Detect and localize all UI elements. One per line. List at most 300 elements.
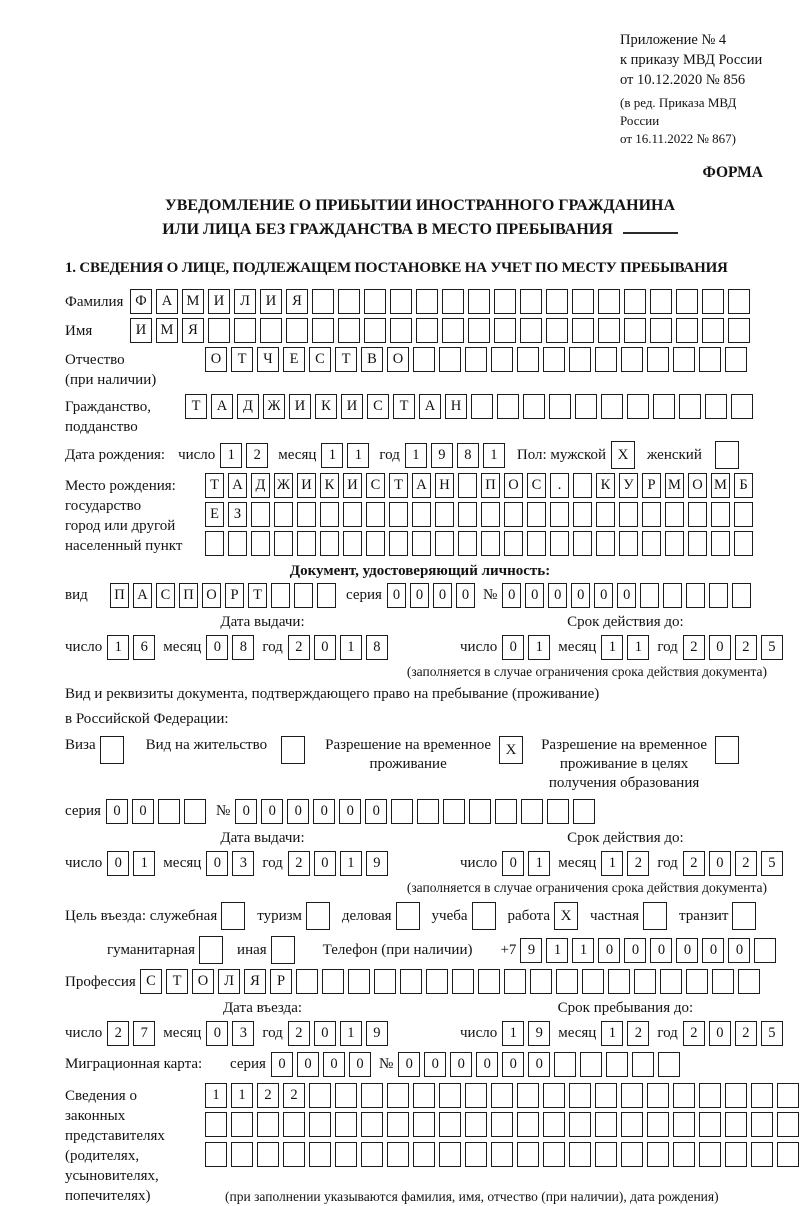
char-cell[interactable] bbox=[387, 1112, 409, 1137]
char-cell[interactable] bbox=[686, 583, 705, 608]
char-cell[interactable]: З bbox=[228, 502, 247, 527]
char-cell[interactable] bbox=[777, 1142, 799, 1167]
char-cell[interactable] bbox=[348, 969, 370, 994]
char-cell[interactable]: И bbox=[260, 289, 282, 314]
char-cell[interactable]: Е bbox=[205, 502, 224, 527]
char-cell[interactable] bbox=[546, 289, 568, 314]
char-cell[interactable] bbox=[650, 289, 672, 314]
char-cell[interactable]: И bbox=[208, 289, 230, 314]
char-cell[interactable]: 2 bbox=[107, 1021, 129, 1046]
char-cell[interactable] bbox=[521, 799, 543, 824]
checkbox-purpose-tourism[interactable] bbox=[306, 902, 330, 930]
char-cell[interactable]: В bbox=[361, 347, 383, 372]
char-cell[interactable] bbox=[364, 289, 386, 314]
char-cell[interactable]: 2 bbox=[735, 635, 757, 660]
char-cell[interactable] bbox=[606, 1052, 628, 1077]
char-cell[interactable]: А bbox=[211, 394, 233, 419]
char-cell[interactable] bbox=[391, 799, 413, 824]
char-cell[interactable]: 8 bbox=[457, 443, 479, 468]
char-cell[interactable]: 0 bbox=[314, 1021, 336, 1046]
char-cell[interactable] bbox=[728, 289, 750, 314]
char-cell[interactable] bbox=[598, 318, 620, 343]
char-cell[interactable] bbox=[387, 1142, 409, 1167]
char-cell[interactable]: 1 bbox=[627, 635, 649, 660]
char-cell[interactable]: Д bbox=[237, 394, 259, 419]
char-cell[interactable] bbox=[569, 1083, 591, 1108]
char-cell[interactable]: 0 bbox=[387, 583, 406, 608]
char-cell[interactable] bbox=[413, 347, 435, 372]
char-cell[interactable] bbox=[283, 1112, 305, 1137]
char-cell[interactable]: 1 bbox=[347, 443, 369, 468]
char-cell[interactable] bbox=[361, 1112, 383, 1137]
char-cell[interactable] bbox=[699, 347, 721, 372]
char-cell[interactable] bbox=[439, 1142, 461, 1167]
char-cell[interactable] bbox=[361, 1142, 383, 1167]
char-cell[interactable] bbox=[458, 531, 477, 556]
char-cell[interactable] bbox=[390, 318, 412, 343]
char-cell[interactable] bbox=[231, 1142, 253, 1167]
char-cell[interactable] bbox=[335, 1112, 357, 1137]
char-cell[interactable]: 0 bbox=[424, 1052, 446, 1077]
char-cell[interactable] bbox=[504, 969, 526, 994]
char-cell[interactable]: Р bbox=[225, 583, 244, 608]
char-cell[interactable]: 0 bbox=[398, 1052, 420, 1077]
char-cell[interactable] bbox=[517, 1112, 539, 1137]
char-cell[interactable]: 1 bbox=[601, 1021, 623, 1046]
char-cell[interactable]: С bbox=[527, 473, 546, 498]
char-cell[interactable] bbox=[642, 502, 661, 527]
char-cell[interactable] bbox=[543, 1142, 565, 1167]
char-cell[interactable]: С bbox=[309, 347, 331, 372]
char-cell[interactable] bbox=[554, 1052, 576, 1077]
char-cell[interactable]: Ч bbox=[257, 347, 279, 372]
checkbox-temp-residence-education[interactable] bbox=[715, 736, 739, 764]
char-cell[interactable]: 0 bbox=[206, 1021, 228, 1046]
char-cell[interactable] bbox=[234, 318, 256, 343]
char-cell[interactable] bbox=[572, 318, 594, 343]
char-cell[interactable] bbox=[686, 969, 708, 994]
char-cell[interactable] bbox=[751, 1083, 773, 1108]
char-cell[interactable] bbox=[688, 502, 707, 527]
char-cell[interactable] bbox=[274, 502, 293, 527]
char-cell[interactable]: Б bbox=[734, 473, 753, 498]
char-cell[interactable]: Т bbox=[231, 347, 253, 372]
char-cell[interactable]: Т bbox=[393, 394, 415, 419]
char-cell[interactable] bbox=[481, 531, 500, 556]
char-cell[interactable] bbox=[231, 1112, 253, 1137]
char-cell[interactable] bbox=[208, 318, 230, 343]
char-cell[interactable] bbox=[478, 969, 500, 994]
char-cell[interactable] bbox=[647, 1083, 669, 1108]
char-cell[interactable] bbox=[596, 531, 615, 556]
char-cell[interactable]: С bbox=[140, 969, 162, 994]
char-cell[interactable]: И bbox=[130, 318, 152, 343]
char-cell[interactable] bbox=[632, 1052, 654, 1077]
char-cell[interactable] bbox=[699, 1112, 721, 1137]
char-cell[interactable] bbox=[711, 531, 730, 556]
char-cell[interactable]: Ж bbox=[263, 394, 285, 419]
char-cell[interactable]: Т bbox=[389, 473, 408, 498]
char-cell[interactable] bbox=[389, 531, 408, 556]
char-cell[interactable]: 0 bbox=[571, 583, 590, 608]
char-cell[interactable] bbox=[294, 583, 313, 608]
char-cell[interactable]: Л bbox=[234, 289, 256, 314]
char-cell[interactable] bbox=[320, 502, 339, 527]
char-cell[interactable]: 3 bbox=[232, 1021, 254, 1046]
char-cell[interactable] bbox=[465, 1083, 487, 1108]
char-cell[interactable] bbox=[400, 969, 422, 994]
char-cell[interactable]: 0 bbox=[349, 1052, 371, 1077]
char-cell[interactable] bbox=[296, 969, 318, 994]
char-cell[interactable] bbox=[732, 583, 751, 608]
char-cell[interactable] bbox=[416, 318, 438, 343]
char-cell[interactable]: 0 bbox=[650, 938, 672, 963]
char-cell[interactable] bbox=[413, 1112, 435, 1137]
checkbox-residence-permit[interactable] bbox=[281, 736, 305, 764]
char-cell[interactable] bbox=[702, 318, 724, 343]
char-cell[interactable]: 8 bbox=[366, 635, 388, 660]
char-cell[interactable] bbox=[458, 502, 477, 527]
char-cell[interactable] bbox=[734, 531, 753, 556]
char-cell[interactable] bbox=[569, 1112, 591, 1137]
checkbox-male[interactable]: X bbox=[611, 441, 635, 469]
char-cell[interactable] bbox=[546, 318, 568, 343]
char-cell[interactable] bbox=[621, 1083, 643, 1108]
char-cell[interactable] bbox=[491, 1083, 513, 1108]
char-cell[interactable]: 0 bbox=[709, 1021, 731, 1046]
char-cell[interactable]: Т bbox=[335, 347, 357, 372]
char-cell[interactable] bbox=[673, 1112, 695, 1137]
char-cell[interactable] bbox=[435, 502, 454, 527]
char-cell[interactable] bbox=[725, 1142, 747, 1167]
char-cell[interactable] bbox=[621, 347, 643, 372]
char-cell[interactable] bbox=[439, 347, 461, 372]
char-cell[interactable] bbox=[504, 502, 523, 527]
char-cell[interactable] bbox=[417, 799, 439, 824]
char-cell[interactable] bbox=[481, 502, 500, 527]
char-cell[interactable] bbox=[465, 347, 487, 372]
char-cell[interactable]: 2 bbox=[683, 851, 705, 876]
char-cell[interactable] bbox=[624, 289, 646, 314]
char-cell[interactable]: Т bbox=[248, 583, 267, 608]
char-cell[interactable]: 0 bbox=[261, 799, 283, 824]
char-cell[interactable] bbox=[412, 531, 431, 556]
char-cell[interactable] bbox=[608, 969, 630, 994]
char-cell[interactable] bbox=[725, 1083, 747, 1108]
char-cell[interactable]: А bbox=[156, 289, 178, 314]
char-cell[interactable]: К bbox=[596, 473, 615, 498]
char-cell[interactable] bbox=[271, 583, 290, 608]
char-cell[interactable] bbox=[504, 531, 523, 556]
char-cell[interactable]: 0 bbox=[476, 1052, 498, 1077]
char-cell[interactable] bbox=[573, 473, 592, 498]
char-cell[interactable]: 1 bbox=[528, 851, 550, 876]
char-cell[interactable] bbox=[642, 531, 661, 556]
char-cell[interactable]: 0 bbox=[433, 583, 452, 608]
char-cell[interactable] bbox=[390, 289, 412, 314]
char-cell[interactable] bbox=[699, 1083, 721, 1108]
char-cell[interactable]: П bbox=[179, 583, 198, 608]
char-cell[interactable] bbox=[647, 1142, 669, 1167]
char-cell[interactable] bbox=[469, 799, 491, 824]
char-cell[interactable]: 1 bbox=[133, 851, 155, 876]
char-cell[interactable]: 0 bbox=[676, 938, 698, 963]
char-cell[interactable] bbox=[366, 502, 385, 527]
char-cell[interactable]: Л bbox=[218, 969, 240, 994]
char-cell[interactable]: Н bbox=[435, 473, 454, 498]
char-cell[interactable] bbox=[205, 1112, 227, 1137]
char-cell[interactable]: 0 bbox=[598, 938, 620, 963]
char-cell[interactable]: 0 bbox=[456, 583, 475, 608]
char-cell[interactable]: . bbox=[550, 473, 569, 498]
char-cell[interactable]: С bbox=[366, 473, 385, 498]
char-cell[interactable]: 0 bbox=[502, 635, 524, 660]
char-cell[interactable]: М bbox=[156, 318, 178, 343]
char-cell[interactable] bbox=[711, 502, 730, 527]
char-cell[interactable] bbox=[343, 502, 362, 527]
char-cell[interactable]: 1 bbox=[483, 443, 505, 468]
char-cell[interactable] bbox=[412, 502, 431, 527]
checkbox-purpose-humanitarian[interactable] bbox=[199, 936, 223, 964]
char-cell[interactable] bbox=[777, 1083, 799, 1108]
char-cell[interactable] bbox=[549, 394, 571, 419]
char-cell[interactable]: О bbox=[387, 347, 409, 372]
char-cell[interactable] bbox=[257, 1112, 279, 1137]
char-cell[interactable]: Т bbox=[185, 394, 207, 419]
checkbox-purpose-study[interactable] bbox=[472, 902, 496, 930]
char-cell[interactable] bbox=[443, 799, 465, 824]
char-cell[interactable]: 0 bbox=[313, 799, 335, 824]
char-cell[interactable]: М bbox=[182, 289, 204, 314]
char-cell[interactable] bbox=[573, 502, 592, 527]
char-cell[interactable]: 2 bbox=[283, 1083, 305, 1108]
char-cell[interactable]: И bbox=[289, 394, 311, 419]
char-cell[interactable] bbox=[527, 502, 546, 527]
char-cell[interactable]: О bbox=[688, 473, 707, 498]
checkbox-purpose-other[interactable] bbox=[271, 936, 295, 964]
char-cell[interactable] bbox=[523, 394, 545, 419]
char-cell[interactable] bbox=[676, 289, 698, 314]
char-cell[interactable]: 0 bbox=[339, 799, 361, 824]
char-cell[interactable] bbox=[550, 502, 569, 527]
char-cell[interactable]: 1 bbox=[528, 635, 550, 660]
checkbox-purpose-work[interactable]: X bbox=[554, 902, 578, 930]
char-cell[interactable]: 2 bbox=[246, 443, 268, 468]
char-cell[interactable] bbox=[439, 1083, 461, 1108]
char-cell[interactable]: 0 bbox=[410, 583, 429, 608]
char-cell[interactable] bbox=[731, 394, 753, 419]
char-cell[interactable] bbox=[660, 969, 682, 994]
char-cell[interactable]: Т bbox=[205, 473, 224, 498]
char-cell[interactable] bbox=[725, 347, 747, 372]
char-cell[interactable]: 0 bbox=[709, 635, 731, 660]
char-cell[interactable] bbox=[205, 531, 224, 556]
char-cell[interactable] bbox=[517, 1142, 539, 1167]
char-cell[interactable]: 8 bbox=[232, 635, 254, 660]
char-cell[interactable]: 9 bbox=[431, 443, 453, 468]
char-cell[interactable]: Р bbox=[270, 969, 292, 994]
char-cell[interactable]: И bbox=[341, 394, 363, 419]
char-cell[interactable] bbox=[573, 799, 595, 824]
char-cell[interactable] bbox=[621, 1112, 643, 1137]
char-cell[interactable] bbox=[595, 347, 617, 372]
checkbox-temp-residence[interactable]: X bbox=[499, 736, 523, 764]
char-cell[interactable] bbox=[465, 1142, 487, 1167]
char-cell[interactable] bbox=[653, 394, 675, 419]
char-cell[interactable]: 1 bbox=[601, 635, 623, 660]
char-cell[interactable]: 9 bbox=[520, 938, 542, 963]
char-cell[interactable] bbox=[569, 1142, 591, 1167]
char-cell[interactable]: Н bbox=[445, 394, 467, 419]
char-cell[interactable] bbox=[572, 289, 594, 314]
char-cell[interactable]: 0 bbox=[709, 851, 731, 876]
char-cell[interactable] bbox=[374, 969, 396, 994]
char-cell[interactable] bbox=[673, 347, 695, 372]
char-cell[interactable] bbox=[527, 531, 546, 556]
char-cell[interactable] bbox=[543, 1083, 565, 1108]
char-cell[interactable] bbox=[452, 969, 474, 994]
char-cell[interactable]: Я bbox=[286, 289, 308, 314]
char-cell[interactable]: 1 bbox=[601, 851, 623, 876]
char-cell[interactable]: 2 bbox=[257, 1083, 279, 1108]
char-cell[interactable] bbox=[738, 969, 760, 994]
char-cell[interactable]: 0 bbox=[450, 1052, 472, 1077]
char-cell[interactable]: 0 bbox=[548, 583, 567, 608]
char-cell[interactable] bbox=[251, 531, 270, 556]
char-cell[interactable]: С bbox=[367, 394, 389, 419]
char-cell[interactable]: И bbox=[297, 473, 316, 498]
char-cell[interactable] bbox=[413, 1083, 435, 1108]
char-cell[interactable] bbox=[283, 1142, 305, 1167]
char-cell[interactable]: 0 bbox=[314, 635, 336, 660]
char-cell[interactable] bbox=[543, 1112, 565, 1137]
char-cell[interactable] bbox=[312, 289, 334, 314]
char-cell[interactable] bbox=[596, 502, 615, 527]
char-cell[interactable]: 2 bbox=[735, 1021, 757, 1046]
char-cell[interactable]: 2 bbox=[683, 635, 705, 660]
char-cell[interactable]: О bbox=[504, 473, 523, 498]
char-cell[interactable]: 0 bbox=[528, 1052, 550, 1077]
char-cell[interactable] bbox=[728, 318, 750, 343]
char-cell[interactable] bbox=[205, 1142, 227, 1167]
char-cell[interactable]: 3 bbox=[232, 851, 254, 876]
char-cell[interactable] bbox=[547, 799, 569, 824]
checkbox-purpose-private[interactable] bbox=[643, 902, 667, 930]
char-cell[interactable] bbox=[494, 289, 516, 314]
char-cell[interactable]: 1 bbox=[340, 635, 362, 660]
char-cell[interactable] bbox=[364, 318, 386, 343]
char-cell[interactable] bbox=[297, 502, 316, 527]
char-cell[interactable]: 2 bbox=[288, 1021, 310, 1046]
char-cell[interactable] bbox=[366, 531, 385, 556]
char-cell[interactable]: 1 bbox=[340, 1021, 362, 1046]
char-cell[interactable] bbox=[702, 289, 724, 314]
char-cell[interactable]: 1 bbox=[546, 938, 568, 963]
checkbox-purpose-official[interactable] bbox=[221, 902, 245, 930]
char-cell[interactable] bbox=[665, 502, 684, 527]
char-cell[interactable]: 1 bbox=[107, 635, 129, 660]
char-cell[interactable] bbox=[619, 531, 638, 556]
char-cell[interactable] bbox=[520, 289, 542, 314]
char-cell[interactable]: 1 bbox=[321, 443, 343, 468]
char-cell[interactable]: Я bbox=[244, 969, 266, 994]
char-cell[interactable]: У bbox=[619, 473, 638, 498]
char-cell[interactable]: 0 bbox=[271, 1052, 293, 1077]
char-cell[interactable]: Т bbox=[166, 969, 188, 994]
char-cell[interactable] bbox=[322, 969, 344, 994]
char-cell[interactable] bbox=[595, 1142, 617, 1167]
char-cell[interactable] bbox=[458, 473, 477, 498]
char-cell[interactable] bbox=[343, 531, 362, 556]
char-cell[interactable] bbox=[621, 1142, 643, 1167]
char-cell[interactable] bbox=[387, 1083, 409, 1108]
char-cell[interactable] bbox=[471, 394, 493, 419]
char-cell[interactable]: А bbox=[228, 473, 247, 498]
char-cell[interactable] bbox=[595, 1083, 617, 1108]
char-cell[interactable]: 1 bbox=[340, 851, 362, 876]
char-cell[interactable] bbox=[517, 1083, 539, 1108]
char-cell[interactable]: 0 bbox=[107, 851, 129, 876]
char-cell[interactable] bbox=[676, 318, 698, 343]
char-cell[interactable] bbox=[286, 318, 308, 343]
char-cell[interactable]: 0 bbox=[502, 583, 521, 608]
char-cell[interactable] bbox=[435, 531, 454, 556]
char-cell[interactable] bbox=[647, 347, 669, 372]
char-cell[interactable] bbox=[673, 1142, 695, 1167]
char-cell[interactable] bbox=[688, 531, 707, 556]
char-cell[interactable] bbox=[274, 531, 293, 556]
char-cell[interactable]: 5 bbox=[761, 1021, 783, 1046]
char-cell[interactable]: Д bbox=[251, 473, 270, 498]
char-cell[interactable] bbox=[725, 1112, 747, 1137]
char-cell[interactable] bbox=[619, 502, 638, 527]
char-cell[interactable]: 0 bbox=[502, 851, 524, 876]
char-cell[interactable] bbox=[228, 531, 247, 556]
char-cell[interactable]: 2 bbox=[735, 851, 757, 876]
char-cell[interactable]: 9 bbox=[366, 1021, 388, 1046]
char-cell[interactable] bbox=[520, 318, 542, 343]
char-cell[interactable]: 0 bbox=[624, 938, 646, 963]
char-cell[interactable]: 0 bbox=[365, 799, 387, 824]
char-cell[interactable]: 9 bbox=[366, 851, 388, 876]
checkbox-visa[interactable] bbox=[100, 736, 124, 764]
char-cell[interactable] bbox=[468, 289, 490, 314]
char-cell[interactable] bbox=[338, 289, 360, 314]
char-cell[interactable] bbox=[491, 1142, 513, 1167]
char-cell[interactable] bbox=[494, 318, 516, 343]
char-cell[interactable]: А bbox=[412, 473, 431, 498]
char-cell[interactable]: 0 bbox=[106, 799, 128, 824]
char-cell[interactable]: 0 bbox=[235, 799, 257, 824]
char-cell[interactable]: 0 bbox=[287, 799, 309, 824]
char-cell[interactable]: 2 bbox=[683, 1021, 705, 1046]
char-cell[interactable] bbox=[297, 531, 316, 556]
char-cell[interactable]: 2 bbox=[288, 635, 310, 660]
char-cell[interactable]: К bbox=[320, 473, 339, 498]
char-cell[interactable]: 2 bbox=[288, 851, 310, 876]
char-cell[interactable]: А bbox=[133, 583, 152, 608]
char-cell[interactable]: К bbox=[315, 394, 337, 419]
char-cell[interactable] bbox=[569, 347, 591, 372]
char-cell[interactable]: 5 bbox=[761, 851, 783, 876]
char-cell[interactable] bbox=[413, 1142, 435, 1167]
char-cell[interactable] bbox=[497, 394, 519, 419]
char-cell[interactable] bbox=[650, 318, 672, 343]
char-cell[interactable] bbox=[184, 799, 206, 824]
char-cell[interactable] bbox=[679, 394, 701, 419]
char-cell[interactable] bbox=[709, 583, 728, 608]
char-cell[interactable] bbox=[389, 502, 408, 527]
